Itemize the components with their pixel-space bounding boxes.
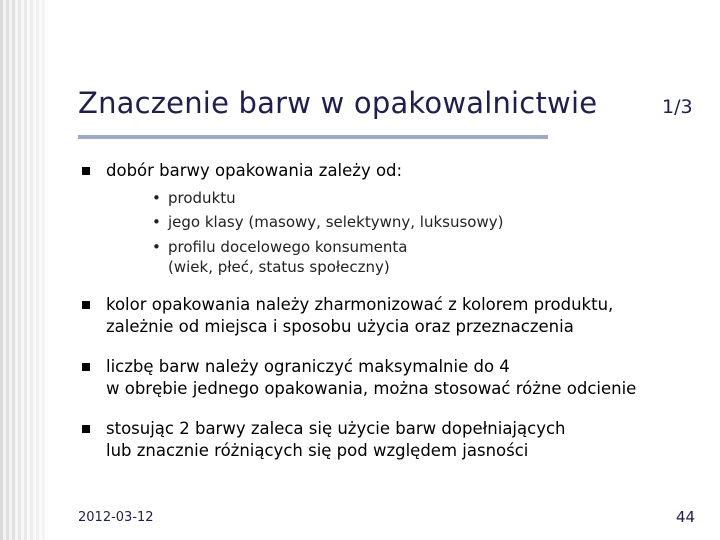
footer-page-number: 44: [676, 508, 696, 526]
slide-page-indicator: 1/3: [662, 96, 693, 118]
square-bullet-icon: [82, 301, 90, 309]
square-bullet-icon: [82, 363, 90, 371]
sub-bullet-text: (wiek, płeć, status społeczny): [168, 258, 390, 276]
square-bullet-icon: [82, 167, 90, 175]
bullet-text-line: dobór barwy opakowania zależy od:: [106, 161, 403, 180]
bullet-text-line: kolor opakowania należy zharmonizować z kolorem produktu,: [106, 295, 614, 314]
slide-title: Znaczenie barw w opakowalnictwie: [78, 86, 598, 120]
sub-bullet-text: profilu docelowego konsumenta: [168, 238, 408, 256]
square-bullet-icon: [82, 425, 90, 433]
decorative-side-stripes: [0, 0, 48, 540]
bullet-text-line: liczbę barw należy ograniczyć maksymalnie do 4: [106, 357, 510, 376]
dot-bullet-icon: •: [152, 238, 161, 256]
bullet-text-line: zależnie od miejsca i sposobu użycia oraz przeznaczenia: [106, 317, 574, 336]
bullet-text-line: stosując 2 barwy zaleca się użycie barw dopełniających: [106, 419, 566, 438]
dot-bullet-icon: •: [152, 213, 161, 231]
footer-date: 2012-03-12: [78, 510, 154, 525]
sub-bullet-text: produktu: [168, 189, 236, 207]
title-underline: [78, 135, 548, 139]
bullet-text-line: lub znacznie różniących się pod względem jasności: [106, 441, 529, 460]
sub-bullet-text: jego klasy (masowy, selektywny, luksusowy): [168, 213, 504, 231]
bullet-text-line: w obrębie jednego opakowania, można stosować różne odcienie: [106, 379, 637, 398]
dot-bullet-icon: •: [152, 189, 161, 207]
